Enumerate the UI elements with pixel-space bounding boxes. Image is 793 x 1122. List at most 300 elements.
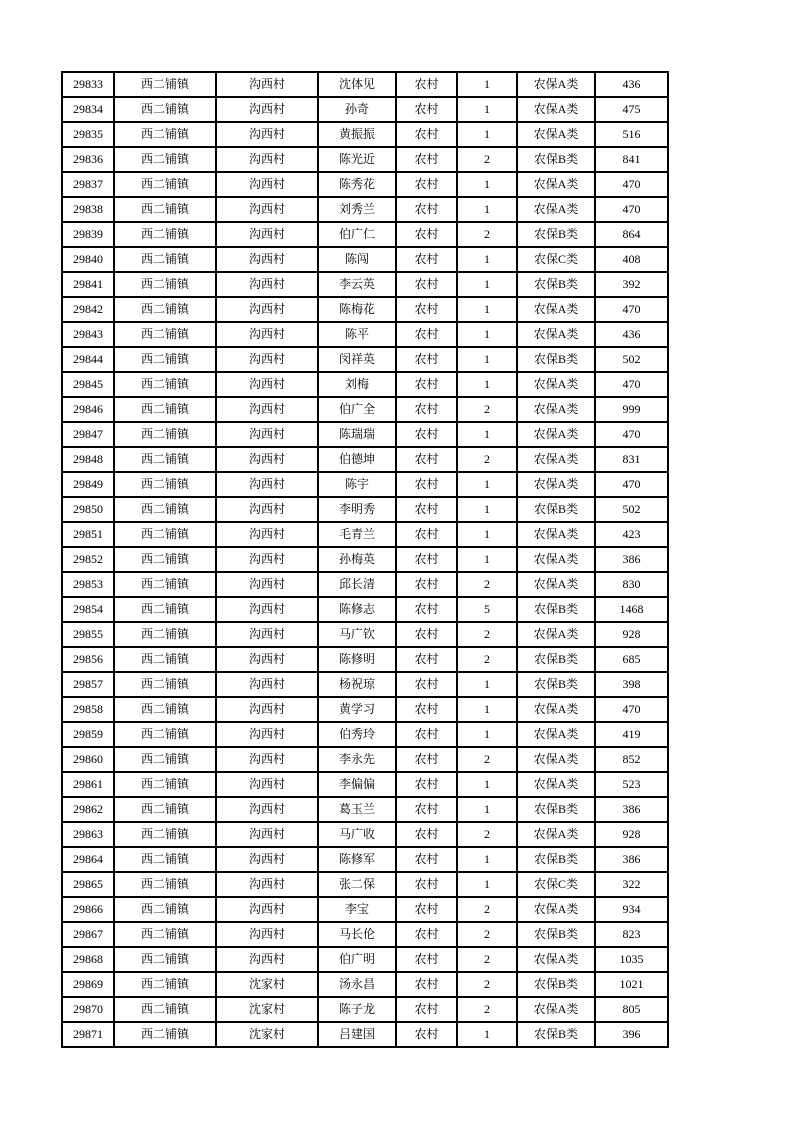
cell-insurance-category: 农保A类 [517,572,595,597]
cell-record-id: 29865 [62,872,114,897]
cell-record-id: 29842 [62,297,114,322]
cell-record-id: 29857 [62,672,114,697]
cell-village: 沟西村 [216,72,318,97]
cell-record-id: 29854 [62,597,114,622]
cell-person-count: 2 [457,747,517,772]
cell-residence-type: 农村 [396,447,457,472]
cell-person-count: 1 [457,497,517,522]
cell-village: 沟西村 [216,697,318,722]
cell-village: 沟西村 [216,747,318,772]
cell-insurance-category: 农保A类 [517,297,595,322]
cell-village: 沟西村 [216,672,318,697]
cell-village: 沈家村 [216,1022,318,1047]
cell-village: 沟西村 [216,297,318,322]
cell-person-name: 陈修明 [318,647,396,672]
cell-amount: 392 [595,272,668,297]
table-row [62,497,668,522]
cell-person-count: 2 [457,897,517,922]
cell-town: 西二铺镇 [114,147,216,172]
cell-residence-type: 农村 [396,872,457,897]
cell-insurance-category: 农保A类 [517,772,595,797]
cell-town: 西二铺镇 [114,722,216,747]
table-row [62,872,668,897]
cell-person-name: 张二保 [318,872,396,897]
cell-person-count: 1 [457,347,517,372]
table-row [62,397,668,422]
cell-person-count: 2 [457,572,517,597]
cell-person-count: 2 [457,997,517,1022]
cell-person-name: 陈闯 [318,247,396,272]
table-row [62,97,668,122]
cell-person-name: 陈梅花 [318,297,396,322]
cell-record-id: 29866 [62,897,114,922]
cell-village: 沟西村 [216,172,318,197]
cell-village: 沟西村 [216,447,318,472]
cell-amount: 386 [595,847,668,872]
cell-town: 西二铺镇 [114,297,216,322]
cell-town: 西二铺镇 [114,922,216,947]
cell-amount: 436 [595,72,668,97]
cell-record-id: 29849 [62,472,114,497]
cell-person-name: 伯广仁 [318,222,396,247]
cell-person-count: 1 [457,297,517,322]
cell-person-count: 1 [457,97,517,122]
cell-insurance-category: 农保A类 [517,422,595,447]
table-row [62,447,668,472]
cell-town: 西二铺镇 [114,497,216,522]
cell-residence-type: 农村 [396,922,457,947]
cell-town: 西二铺镇 [114,397,216,422]
cell-amount: 685 [595,647,668,672]
cell-insurance-category: 农保A类 [517,447,595,472]
cell-residence-type: 农村 [396,797,457,822]
cell-residence-type: 农村 [396,997,457,1022]
cell-insurance-category: 农保B类 [517,797,595,822]
cell-person-count: 1 [457,1022,517,1047]
cell-village: 沟西村 [216,147,318,172]
cell-town: 西二铺镇 [114,522,216,547]
cell-person-name: 黄学习 [318,697,396,722]
cell-person-count: 1 [457,522,517,547]
cell-amount: 831 [595,447,668,472]
table-row [62,922,668,947]
cell-insurance-category: 农保A类 [517,472,595,497]
cell-insurance-category: 农保A类 [517,97,595,122]
cell-record-id: 29868 [62,947,114,972]
cell-town: 西二铺镇 [114,847,216,872]
table-row [62,897,668,922]
cell-residence-type: 农村 [396,397,457,422]
cell-record-id: 29859 [62,722,114,747]
cell-record-id: 29853 [62,572,114,597]
table-row [62,422,668,447]
cell-person-name: 伯德坤 [318,447,396,472]
table-row [62,372,668,397]
cell-amount: 928 [595,822,668,847]
cell-person-count: 1 [457,247,517,272]
cell-town: 西二铺镇 [114,72,216,97]
cell-record-id: 29843 [62,322,114,347]
cell-person-count: 1 [457,722,517,747]
table-row [62,122,668,147]
cell-record-id: 29836 [62,147,114,172]
cell-town: 西二铺镇 [114,772,216,797]
cell-person-name: 毛青兰 [318,522,396,547]
cell-record-id: 29861 [62,772,114,797]
cell-person-count: 1 [457,697,517,722]
cell-amount: 1035 [595,947,668,972]
cell-insurance-category: 农保B类 [517,847,595,872]
cell-residence-type: 农村 [396,322,457,347]
cell-person-count: 1 [457,472,517,497]
cell-person-name: 李宝 [318,897,396,922]
cell-person-name: 李云英 [318,272,396,297]
cell-amount: 470 [595,297,668,322]
cell-record-id: 29851 [62,522,114,547]
cell-person-name: 陈修志 [318,597,396,622]
cell-insurance-category: 农保B类 [517,922,595,947]
cell-record-id: 29856 [62,647,114,672]
cell-village: 沟西村 [216,622,318,647]
cell-residence-type: 农村 [396,772,457,797]
cell-amount: 928 [595,622,668,647]
cell-person-name: 陈瑞瑞 [318,422,396,447]
cell-person-name: 李偏偏 [318,772,396,797]
table-row [62,572,668,597]
cell-person-count: 2 [457,222,517,247]
cell-amount: 502 [595,347,668,372]
table-row [62,997,668,1022]
cell-amount: 386 [595,547,668,572]
cell-village: 沟西村 [216,347,318,372]
table-row [62,347,668,372]
table-row [62,847,668,872]
table-row [62,222,668,247]
cell-amount: 823 [595,922,668,947]
cell-amount: 502 [595,497,668,522]
cell-record-id: 29847 [62,422,114,447]
cell-insurance-category: 农保C类 [517,872,595,897]
cell-amount: 470 [595,422,668,447]
cell-village: 沟西村 [216,497,318,522]
cell-person-count: 1 [457,272,517,297]
cell-town: 西二铺镇 [114,747,216,772]
cell-person-name: 陈宇 [318,472,396,497]
cell-amount: 1468 [595,597,668,622]
cell-person-count: 2 [457,647,517,672]
cell-record-id: 29841 [62,272,114,297]
cell-amount: 419 [595,722,668,747]
cell-insurance-category: 农保B类 [517,272,595,297]
cell-insurance-category: 农保A类 [517,122,595,147]
cell-residence-type: 农村 [396,97,457,122]
cell-record-id: 29838 [62,197,114,222]
cell-village: 沟西村 [216,572,318,597]
table-row [62,772,668,797]
cell-town: 西二铺镇 [114,97,216,122]
cell-village: 沟西村 [216,647,318,672]
cell-town: 西二铺镇 [114,572,216,597]
cell-residence-type: 农村 [396,172,457,197]
cell-village: 沟西村 [216,222,318,247]
cell-town: 西二铺镇 [114,447,216,472]
cell-person-name: 沈体见 [318,72,396,97]
cell-amount: 398 [595,672,668,697]
cell-village: 沟西村 [216,397,318,422]
table-row [62,622,668,647]
table-row [62,697,668,722]
cell-insurance-category: 农保A类 [517,372,595,397]
cell-person-count: 1 [457,422,517,447]
cell-person-name: 李明秀 [318,497,396,522]
cell-insurance-category: 农保B类 [517,1022,595,1047]
cell-town: 西二铺镇 [114,547,216,572]
cell-amount: 805 [595,997,668,1022]
cell-insurance-category: 农保A类 [517,947,595,972]
cell-amount: 470 [595,372,668,397]
cell-residence-type: 农村 [396,272,457,297]
cell-town: 西二铺镇 [114,247,216,272]
table-row [62,547,668,572]
cell-person-count: 2 [457,397,517,422]
table-row [62,797,668,822]
cell-village: 沟西村 [216,947,318,972]
cell-person-count: 2 [457,947,517,972]
cell-town: 西二铺镇 [114,622,216,647]
table-row [62,597,668,622]
cell-person-name: 伯广明 [318,947,396,972]
cell-residence-type: 农村 [396,197,457,222]
cell-amount: 470 [595,472,668,497]
cell-insurance-category: 农保A类 [517,322,595,347]
cell-town: 西二铺镇 [114,422,216,447]
cell-amount: 852 [595,747,668,772]
cell-residence-type: 农村 [396,622,457,647]
cell-town: 西二铺镇 [114,122,216,147]
cell-person-name: 陈平 [318,322,396,347]
cell-residence-type: 农村 [396,497,457,522]
cell-insurance-category: 农保A类 [517,747,595,772]
cell-village: 沟西村 [216,197,318,222]
cell-person-name: 陈秀花 [318,172,396,197]
cell-town: 西二铺镇 [114,997,216,1022]
cell-person-name: 汤永昌 [318,972,396,997]
cell-town: 西二铺镇 [114,197,216,222]
cell-person-count: 1 [457,172,517,197]
cell-residence-type: 农村 [396,472,457,497]
cell-person-name: 马广收 [318,822,396,847]
cell-residence-type: 农村 [396,722,457,747]
cell-village: 沟西村 [216,897,318,922]
cell-village: 沟西村 [216,797,318,822]
cell-village: 沟西村 [216,822,318,847]
cell-village: 沟西村 [216,847,318,872]
cell-insurance-category: 农保A类 [517,522,595,547]
cell-village: 沟西村 [216,547,318,572]
cell-insurance-category: 农保A类 [517,197,595,222]
cell-village: 沟西村 [216,247,318,272]
cell-town: 西二铺镇 [114,647,216,672]
cell-residence-type: 农村 [396,297,457,322]
cell-residence-type: 农村 [396,747,457,772]
cell-record-id: 29855 [62,622,114,647]
cell-person-count: 2 [457,447,517,472]
cell-village: 沟西村 [216,472,318,497]
cell-record-id: 29833 [62,72,114,97]
cell-town: 西二铺镇 [114,972,216,997]
cell-residence-type: 农村 [396,672,457,697]
table-row [62,972,668,997]
cell-residence-type: 农村 [396,597,457,622]
cell-residence-type: 农村 [396,422,457,447]
cell-insurance-category: 农保A类 [517,547,595,572]
cell-record-id: 29840 [62,247,114,272]
cell-residence-type: 农村 [396,572,457,597]
cell-town: 西二铺镇 [114,697,216,722]
cell-record-id: 29834 [62,97,114,122]
cell-residence-type: 农村 [396,822,457,847]
cell-amount: 470 [595,197,668,222]
cell-village: 沟西村 [216,872,318,897]
cell-town: 西二铺镇 [114,897,216,922]
cell-person-name: 杨祝琼 [318,672,396,697]
cell-insurance-category: 农保B类 [517,672,595,697]
table-row [62,272,668,297]
cell-insurance-category: 农保A类 [517,897,595,922]
cell-amount: 423 [595,522,668,547]
cell-person-name: 吕建国 [318,1022,396,1047]
cell-record-id: 29837 [62,172,114,197]
cell-village: 沟西村 [216,597,318,622]
cell-insurance-category: 农保B类 [517,347,595,372]
cell-residence-type: 农村 [396,647,457,672]
cell-amount: 999 [595,397,668,422]
table-row [62,647,668,672]
cell-amount: 841 [595,147,668,172]
table-row [62,522,668,547]
cell-amount: 934 [595,897,668,922]
table-body [62,72,668,1047]
cell-person-name: 邱长清 [318,572,396,597]
cell-insurance-category: 农保A类 [517,622,595,647]
cell-town: 西二铺镇 [114,172,216,197]
cell-amount: 516 [595,122,668,147]
cell-insurance-category: 农保B类 [517,597,595,622]
benefits-table [61,71,669,1048]
cell-person-count: 2 [457,622,517,647]
cell-residence-type: 农村 [396,1022,457,1047]
cell-person-count: 1 [457,847,517,872]
cell-record-id: 29869 [62,972,114,997]
cell-record-id: 29862 [62,797,114,822]
cell-record-id: 29850 [62,497,114,522]
cell-village: 沟西村 [216,422,318,447]
cell-record-id: 29863 [62,822,114,847]
cell-village: 沟西村 [216,97,318,122]
cell-amount: 475 [595,97,668,122]
table-row [62,322,668,347]
cell-record-id: 29844 [62,347,114,372]
table-row [62,947,668,972]
cell-person-name: 陈修军 [318,847,396,872]
cell-insurance-category: 农保A类 [517,172,595,197]
cell-residence-type: 农村 [396,897,457,922]
table-row [62,247,668,272]
cell-village: 沟西村 [216,722,318,747]
cell-village: 沟西村 [216,122,318,147]
table-row [62,822,668,847]
cell-person-count: 2 [457,922,517,947]
cell-residence-type: 农村 [396,222,457,247]
cell-residence-type: 农村 [396,522,457,547]
cell-person-name: 马长伦 [318,922,396,947]
table-row [62,747,668,772]
cell-residence-type: 农村 [396,697,457,722]
cell-village: 沟西村 [216,922,318,947]
cell-record-id: 29845 [62,372,114,397]
cell-town: 西二铺镇 [114,797,216,822]
cell-amount: 864 [595,222,668,247]
cell-town: 西二铺镇 [114,222,216,247]
cell-amount: 1021 [595,972,668,997]
cell-insurance-category: 农保A类 [517,72,595,97]
cell-record-id: 29848 [62,447,114,472]
table-row [62,472,668,497]
cell-residence-type: 农村 [396,547,457,572]
cell-village: 沟西村 [216,772,318,797]
cell-village: 沟西村 [216,322,318,347]
cell-insurance-category: 农保A类 [517,997,595,1022]
cell-person-count: 1 [457,772,517,797]
cell-amount: 386 [595,797,668,822]
cell-person-name: 葛玉兰 [318,797,396,822]
cell-town: 西二铺镇 [114,822,216,847]
cell-person-name: 黄振振 [318,122,396,147]
cell-record-id: 29864 [62,847,114,872]
cell-person-count: 1 [457,547,517,572]
cell-town: 西二铺镇 [114,322,216,347]
cell-record-id: 29871 [62,1022,114,1047]
cell-insurance-category: 农保B类 [517,647,595,672]
table-row [62,172,668,197]
cell-town: 西二铺镇 [114,672,216,697]
table-row [62,197,668,222]
cell-person-count: 1 [457,122,517,147]
cell-town: 西二铺镇 [114,1022,216,1047]
cell-residence-type: 农村 [396,347,457,372]
cell-town: 西二铺镇 [114,372,216,397]
cell-town: 西二铺镇 [114,272,216,297]
cell-person-count: 1 [457,797,517,822]
cell-insurance-category: 农保B类 [517,147,595,172]
cell-village: 沈家村 [216,972,318,997]
cell-town: 西二铺镇 [114,347,216,372]
table-row [62,72,668,97]
cell-town: 西二铺镇 [114,872,216,897]
cell-amount: 408 [595,247,668,272]
cell-person-count: 1 [457,197,517,222]
table-row [62,297,668,322]
cell-town: 西二铺镇 [114,597,216,622]
cell-person-count: 2 [457,822,517,847]
cell-residence-type: 农村 [396,372,457,397]
cell-person-name: 伯秀玲 [318,722,396,747]
cell-amount: 396 [595,1022,668,1047]
cell-village: 沟西村 [216,372,318,397]
cell-person-name: 闵祥英 [318,347,396,372]
cell-record-id: 29870 [62,997,114,1022]
cell-record-id: 29852 [62,547,114,572]
